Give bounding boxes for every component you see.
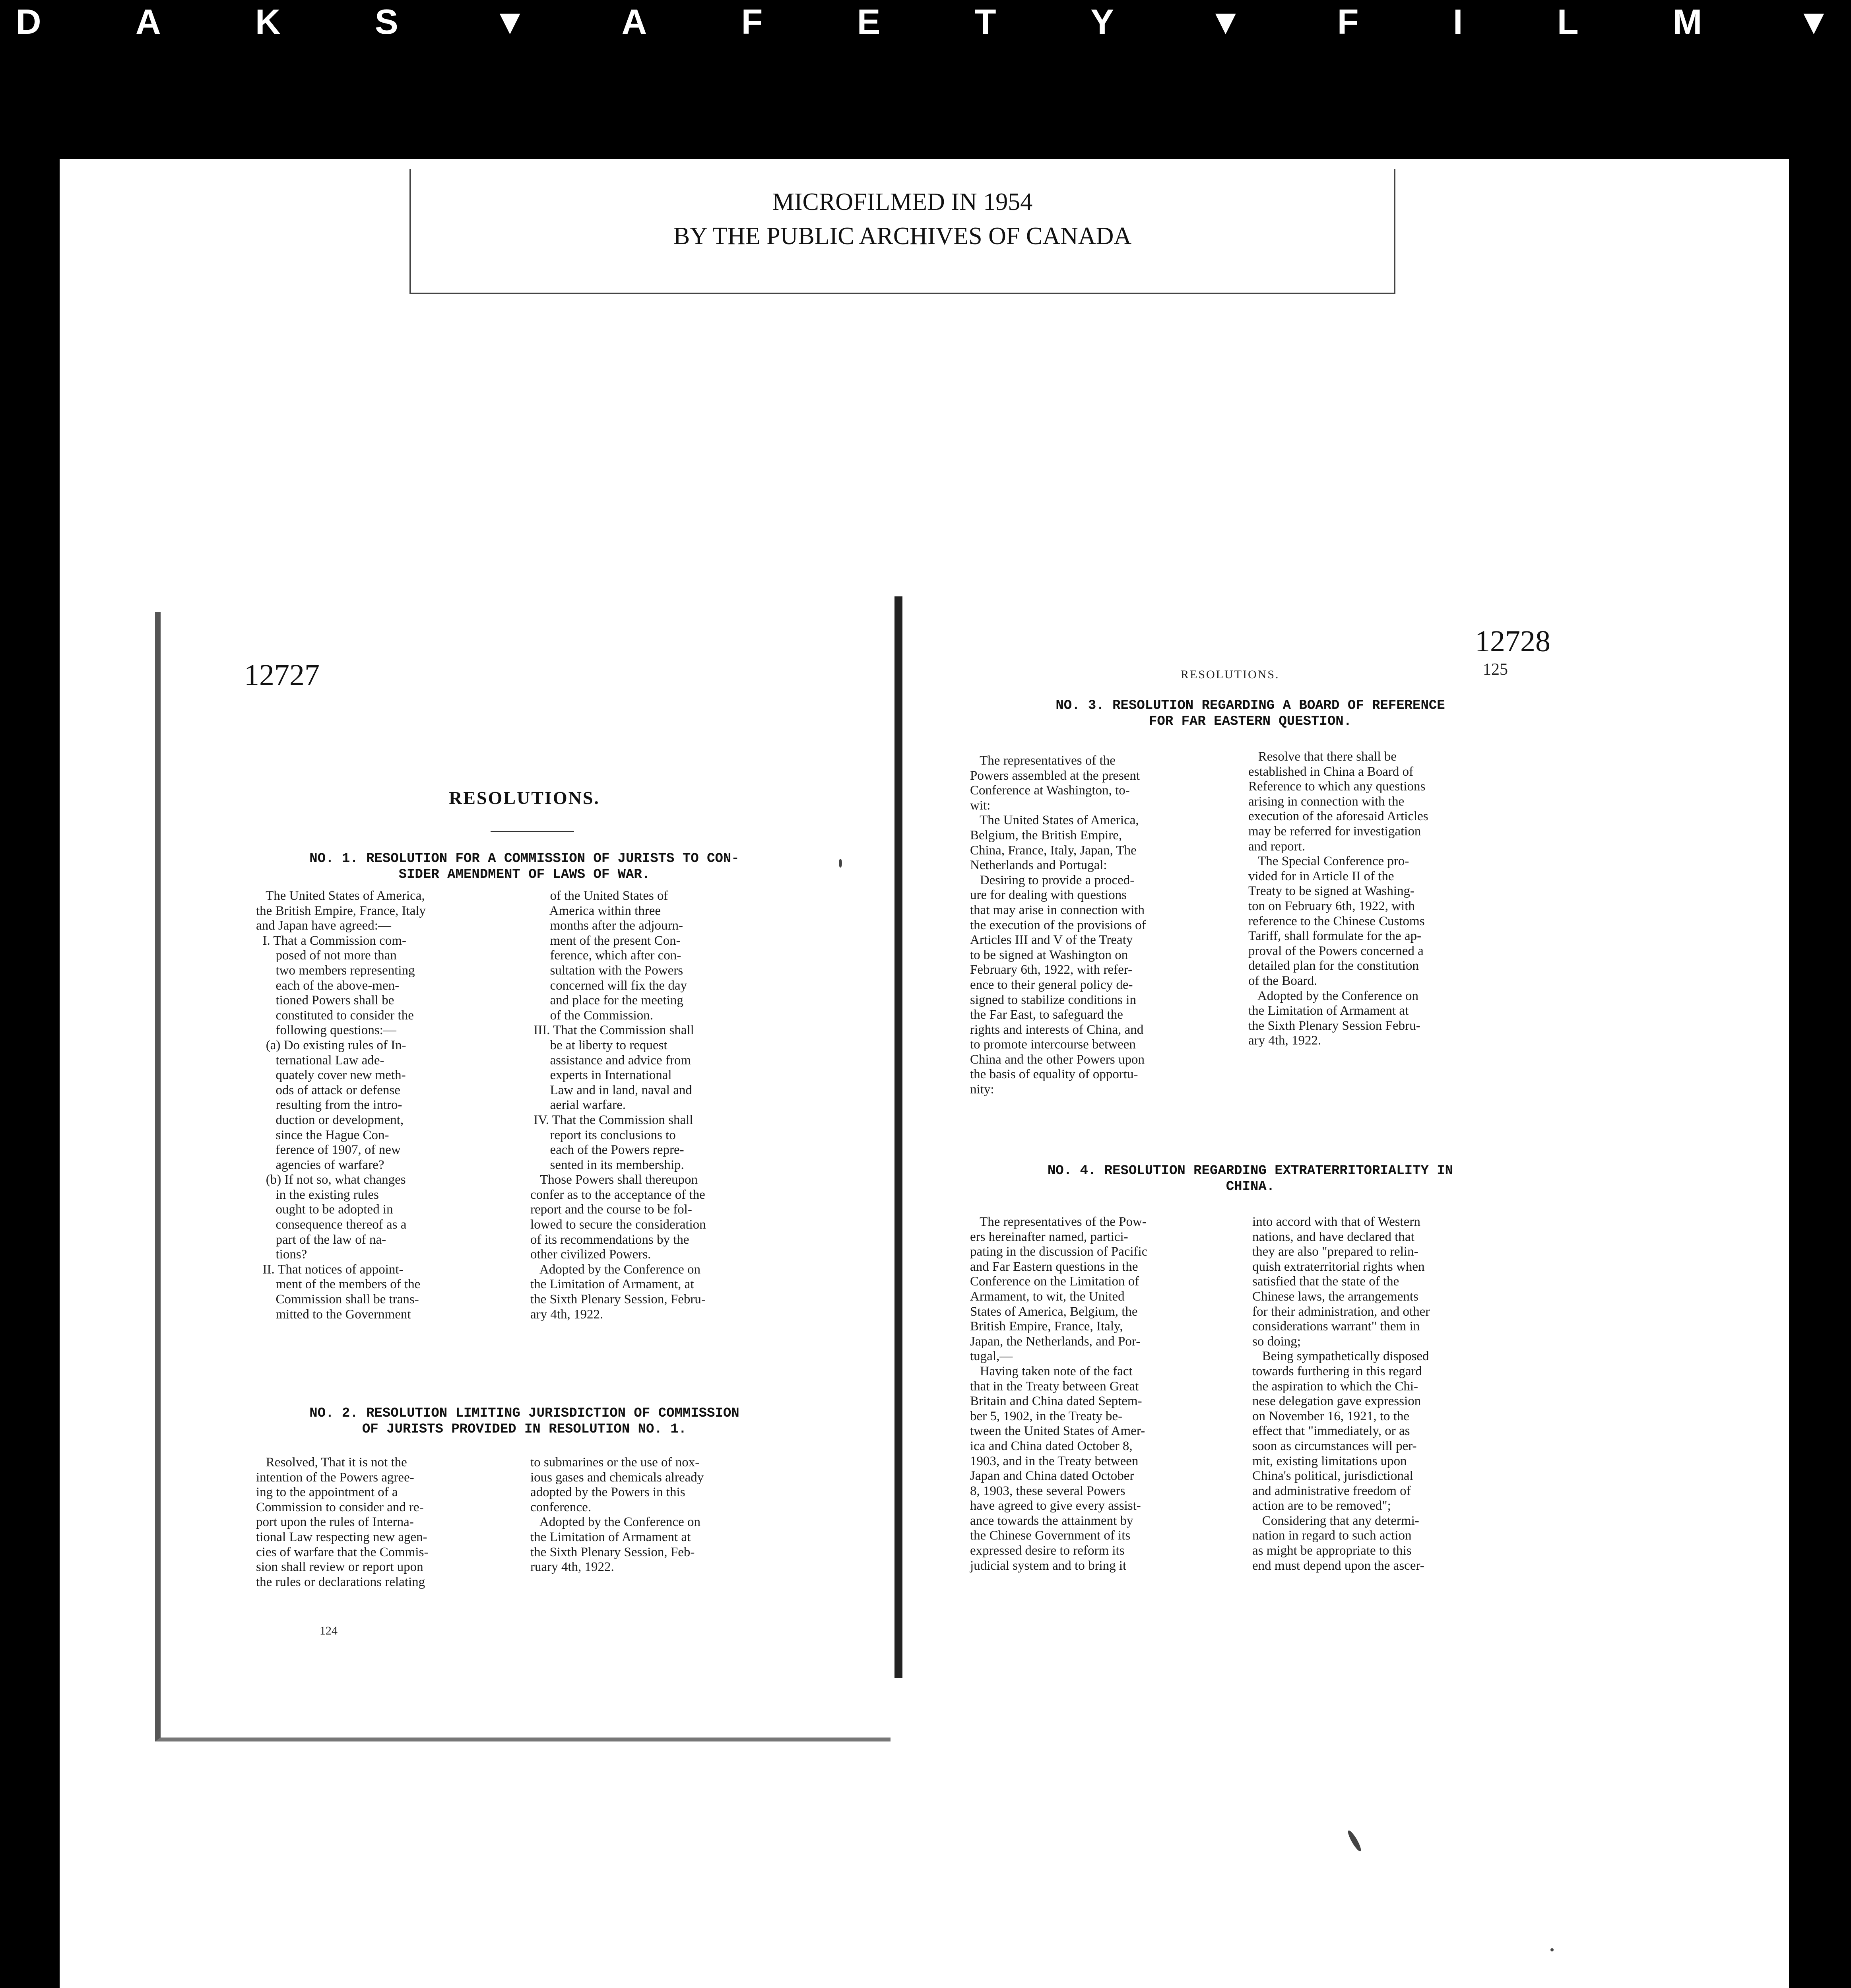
film-speck bbox=[1550, 1948, 1554, 1951]
heading-line: NO. 1. RESOLUTION FOR A COMMISSION OF JURISTS TO CON- bbox=[309, 851, 739, 866]
film-letter: Y bbox=[1090, 2, 1118, 41]
stamp-number: 12727 bbox=[244, 658, 320, 692]
film-letter: T bbox=[974, 2, 1000, 41]
heading-line: NO. 3. RESOLUTION REGARDING A BOARD OF REFERENCE bbox=[1055, 698, 1445, 713]
text-column: to submarines or the use of nox- ious gases and chemicals already adopted by the Powers in this conference. Adopted by the Conference on the Limitation of Armament at the Sixth Plenary Session, Feb- ruary 4th, 1922. bbox=[530, 1455, 704, 1574]
film-edge-strip bbox=[0, 0, 1851, 44]
film-letter: A bbox=[135, 2, 165, 41]
text-column: The United States of America, the British Empire, France, Italy and Japan have agreed:— I. That a Commission com- posed of not more than two members representing each of the above-men- tioned Powers shall be constituted to consider the following questions:— (a) Do existing rules of In- ternational Law ade- quately cover new meth- ods of attack or defense resulting from the intro- duction or development, since the Hague Con- ference of 1907, of new agencies of warfare? (b) If not so, what changes in the existing rules ought to be adopted in consequence thereof as a part of the law of na- tions? II. That notices of appoint- ment of the members of the Commission shall be trans- mitted to the Government bbox=[256, 889, 426, 1322]
archive-notice-line: BY THE PUBLIC ARCHIVES OF CANADA bbox=[673, 223, 1132, 250]
heading-line: OF JURISTS PROVIDED IN RESOLUTION NO. 1. bbox=[362, 1422, 687, 1437]
text-column: The representatives of the Powers assembled at the present Conference at Washington, to- wit: The United States of America, Belgium, the British Empire, China, France, Italy, Japan, The Netherlands and Portugal: Desiring to provide a proced- ure for dealing with questions that may arise in connection with the execution of the provisions of Articles III and V of the Treaty to be signed at Washington on February 6th, 1922, with refer- ence to their general policy de- signed to stabilize conditions in the Far East, to safeguard the rights and interests of China, and to promote intercourse between China and the other Powers upon the basis of equality of opportu- nity: bbox=[970, 753, 1146, 1097]
triangle-marker-icon: ▼ bbox=[1796, 2, 1835, 41]
page-number: 125 bbox=[1483, 660, 1508, 679]
page-folio: 124 bbox=[320, 1624, 338, 1637]
divider bbox=[491, 831, 574, 832]
resolution-heading bbox=[161, 851, 888, 883]
heading-line: NO. 2. RESOLUTION LIMITING JURISDICTION OF COMMISSION bbox=[309, 1406, 739, 1421]
heading-line: SIDER AMENDMENT OF LAWS OF WAR. bbox=[398, 867, 650, 882]
right-page bbox=[894, 596, 1598, 1678]
film-letter: K bbox=[255, 2, 285, 41]
text-column: of the United States of America within three months after the adjourn- ment of the present Con- ference, which after con- sultation with the Powers concerned will fix the day and place for the meeting of the Commission. III. That the Commission shall be at liberty to request assistance and advice from experts in International Law and in land, naval and aerial warfare. IV. That the Commission shall report its conclusions to each of the Powers repre- sented in its membership. Those Powers shall thereupon confer as to the acceptance of the report and the course to be fol- lowed to secure the consideration of its recommendations by the other civilized Powers. Adopted by the Conference on the Limitation of Armament, at the Sixth Plenary Session, Febru- ary 4th, 1922. bbox=[530, 889, 706, 1322]
film-letter: L bbox=[1557, 2, 1583, 41]
resolution-heading bbox=[161, 1406, 888, 1437]
text-column: Resolved, That it is not the intention of the Powers agree- ing to the appointment of a Commission to consider and re- port upon the rules of Interna- tional Law respecting new agen- cies of warfare that the Commis- sion shall review or report upon the rules or declarations relating bbox=[256, 1455, 429, 1589]
film-letter: E bbox=[857, 2, 885, 41]
heading-line: NO. 4. RESOLUTION REGARDING EXTRATERRITORIALITY IN bbox=[1047, 1163, 1453, 1178]
film-letter: D bbox=[16, 2, 45, 41]
running-head: RESOLUTIONS. bbox=[1181, 668, 1280, 681]
film-letter: A bbox=[621, 2, 651, 41]
archive-notice bbox=[409, 169, 1395, 294]
archive-notice-line: MICROFILMED IN 1954 bbox=[772, 188, 1033, 215]
text-column: into accord with that of Western nations, and have declared that they are also "prepared to relin- quish extraterritorial rights when satisfied that the state of the Chinese laws, the arrangements for their administration, and other considerations warrant" them in so doing; Being sympathetically disposed towards furthering in this regard the aspiration to which the Chi- nese delegation gave expression on November 16, 1921, to the effect that "immediately, or as soon as circumstances will per- mit, existing limitations upon China's political, jurisdictional and administrative freedom of action are to be removed"; Considering that any determi- nation in regard to such action as might be appropriate to this end must depend upon the ascer- bbox=[1252, 1215, 1430, 1573]
heading-line: CHINA. bbox=[1226, 1179, 1275, 1194]
heading-line: FOR FAR EASTERN QUESTION. bbox=[1149, 714, 1352, 729]
film-letter: F bbox=[741, 2, 767, 41]
film-letter: S bbox=[374, 2, 402, 41]
film-letter: I bbox=[1453, 2, 1467, 41]
film-letter: F bbox=[1337, 2, 1363, 41]
text-column: The representatives of the Pow- ers hereinafter named, partici- pating in the discussion of Pacific and Far Eastern questions in the Conference on the Limitation of Armament, to wit, the United States of America, Belgium, the British Empire, France, Italy, Japan, the Netherlands, and Por- tugal,— Having taken note of the fact that in the Treaty between Great Britain and China dated Septem- ber 5, 1902, in the Treaty be- tween the United States of Amer- ica and China dated October 8, 1903, and in the Treaty between Japan and China dated October 8, 1903, these several Powers have agreed to give every assist- ance towards the attainment by the Chinese Government of its expressed desire to reform its judicial system and to bring it bbox=[970, 1215, 1148, 1573]
section-title: RESOLUTIONS. bbox=[449, 788, 600, 808]
film-letter: M bbox=[1673, 2, 1706, 41]
left-page bbox=[155, 612, 891, 1741]
triangle-marker-icon: ▼ bbox=[1208, 2, 1247, 41]
triangle-marker-icon: ▼ bbox=[493, 2, 532, 41]
resolution-heading bbox=[902, 1163, 1598, 1195]
resolution-heading bbox=[902, 698, 1598, 730]
stamp-number: 12728 bbox=[1475, 625, 1550, 658]
film-speck bbox=[839, 859, 842, 868]
text-column: Resolve that there shall be established in China a Board of Reference to which any questions arising in connection with the execution of the aforesaid Articles may be referred for investigation and report. The Special Conference pro- vided for in Article II of the Treaty to be signed at Washing- ton on February 6th, 1922, with reference to the Chinese Customs Tariff, shall formulate for the ap- proval of the Powers concerned a detailed plan for the constitution of the Board. Adopted by the Conference on the Limitation of Armament at the Sixth Plenary Session Febru- ary 4th, 1922. bbox=[1248, 749, 1428, 1048]
